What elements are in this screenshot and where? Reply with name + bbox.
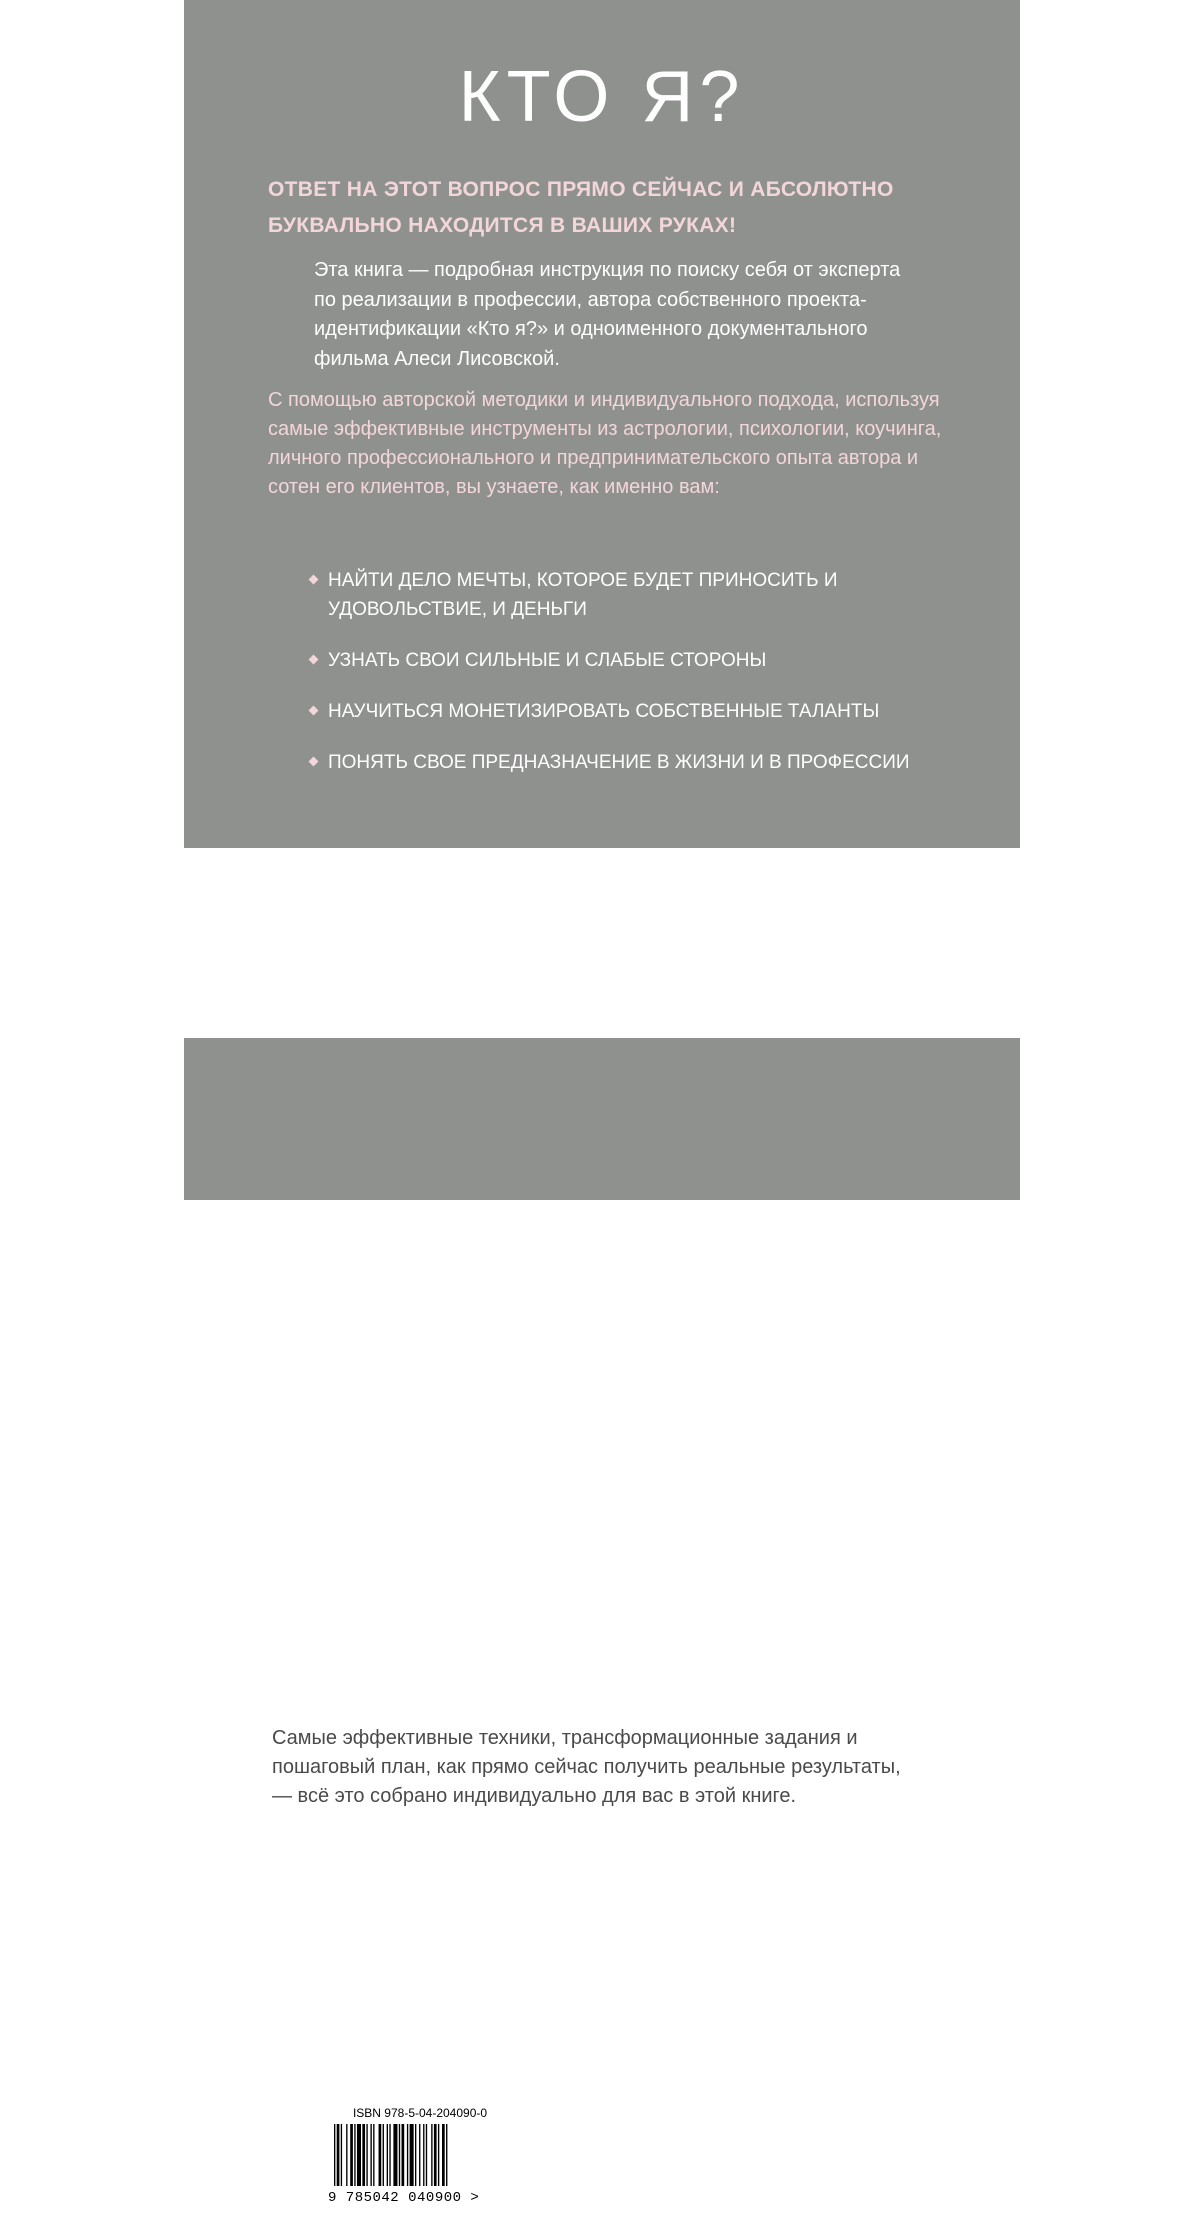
publisher-logo: [536, 2094, 686, 2154]
intro-paragraph: Эта книга — подробная инструкция по поиску себя от эксперта по реализации в профессии, автора собственного проекта-идентификации «Кто я?» и одноименного документального фильма Алеси Лисовской.: [314, 259, 901, 370]
barcode-icon: [332, 2124, 508, 2188]
list-item-text: УЗНАТЬ СВОИ СИЛЬНЫЕ И СЛАБЫЕ СТОРОНЫ: [328, 650, 767, 671]
list-item: [308, 697, 928, 726]
list-item-text: НАУЧИТЬСЯ МОНЕТИЗИРОВАТЬ СОБСТВЕННЫЕ ТАЛАНТЫ: [328, 701, 880, 722]
isbn-label: ISBN 978-5-04-204090-0: [352, 2106, 488, 2120]
book-title: КТО Я?: [458, 57, 746, 137]
barcode-block: [324, 2098, 516, 2214]
diamond-bullet-icon: [309, 575, 319, 585]
publisher-name: БОМБОРА: [566, 2104, 678, 2127]
bombora-wave-icon: [536, 2094, 564, 2150]
diamond-bullet-icon: [309, 706, 319, 716]
lead-headline: ОТВЕТ НА ЭТОТ ВОПРОС ПРЯМО СЕЙЧАС И АБСОЛЮТНО БУКВАЛЬНО НАХОДИТСЯ В ВАШИХ РУКАХ!: [268, 178, 894, 237]
diamond-bullet-icon: [309, 757, 319, 767]
publisher-blurb: БОМБОРА — лидер на рынке полезных и вдохновляющих книг. Мы любим книги и создаем их, чтобы вы могли творить, открывать мир, пробовать новое, расти. Быть счастливыми. Быть на волне.: [536, 2161, 818, 2218]
white-band: [184, 848, 1020, 1807]
list-item: [308, 748, 928, 777]
list-item-text: ПОНЯТЬ СВОЕ ПРЕДНАЗНАЧЕНИЕ В ЖИЗНИ И В ПРОФЕССИИ: [328, 752, 910, 773]
top-gray-panel: [184, 0, 1020, 848]
publisher-subtitle: ИЗДАТЕЛЬСТВО: [567, 2130, 645, 2140]
benefits-list: [308, 566, 928, 777]
method-paragraph: С помощью авторской методики и индивидуального подхода, используя самые эффективные инструменты из астрологии, психологии, коучинга, личного профессионального и предпринимательского опыта автора и сотен его клиентов, вы узнаете, как именно вам:: [268, 389, 942, 498]
book-back-cover: [184, 0, 1020, 2218]
list-item-text: НАЙТИ ДЕЛО МЕЧТЫ, КОТОРОЕ БУДЕТ ПРИНОСИТЬ И УДОВОЛЬСТВИЕ, И ДЕНЬГИ: [328, 570, 838, 620]
barcode-digits: 9 785042 040900 >: [328, 2190, 480, 2206]
list-item: [308, 566, 928, 624]
summary-paragraph: Самые эффективные техники, трансформационные задания и пошаговый план, как прямо сейчас получить реальные результаты, — всё это собрано индивидуально для вас в этой книге.: [272, 1727, 901, 1807]
diamond-bullet-icon: [309, 655, 319, 665]
list-item: [308, 646, 928, 675]
